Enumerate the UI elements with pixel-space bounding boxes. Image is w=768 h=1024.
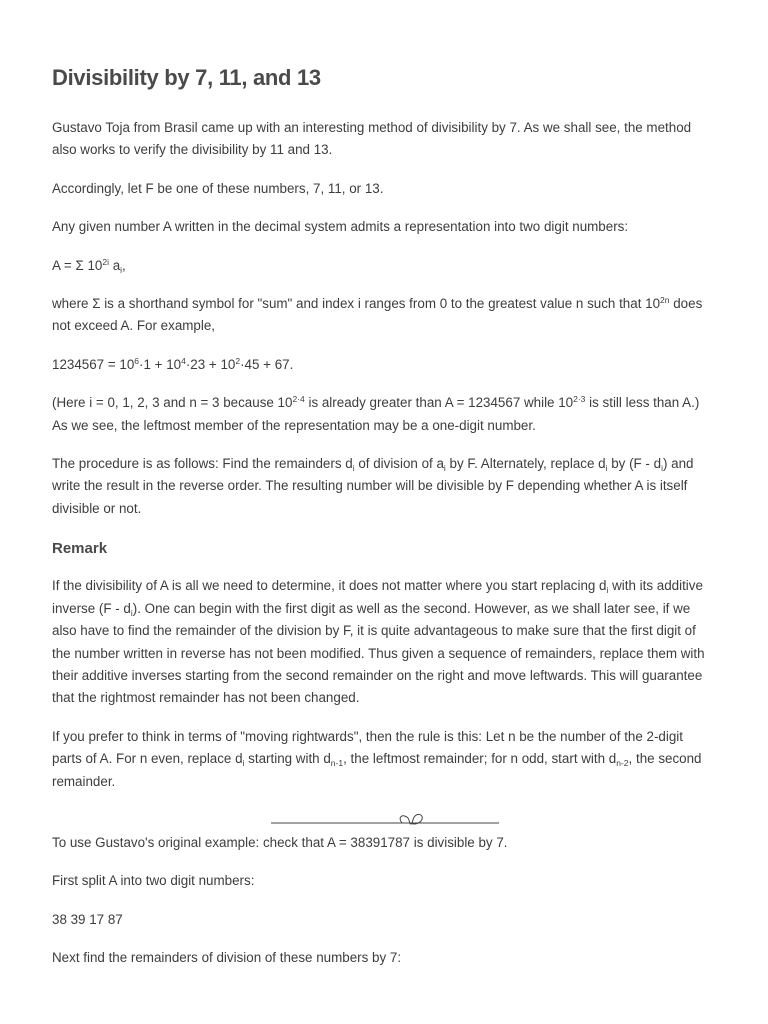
representation-paragraph: Any given number A written in the decimal system admits a representation into two digit numbers:	[52, 219, 629, 235]
sum-formula: A = Σ $10^{2i}$ $a_i$,	[52, 256, 126, 275]
split-instruction-paragraph: First split A into two digit numbers:	[52, 873, 255, 889]
remark-paragraph: If the divisibility of A is all we need to determine, it does not matter where you start replacing $d_i$ with its additive inverse $(F - d_i)$. One can begin with the first digit as well as the second. However, as we shall later see, if we also have to find the remainder of the division by F, it is quite advantageous to make sure that the first digit of the number written in reverse has not been modified. Thus given a sequence of remainders, replace them with their additive inverses starting from the second remainder on the right and move leftwards. This will guarantee that the rightmost remainder has not been changed.	[52, 578, 705, 706]
rightwards-rule-paragraph: If you prefer to think in terms of "moving rightwards", then the rule is this: Let n be the number of the 2-digit parts of A. For n even, replace $d_i$ starting with $d_{n-1}$, the leftmost remainder; for n odd, start with $d_{n-2}$, the second remainder.	[52, 728, 702, 789]
page-title: Divisibility by 7, 11, and 13	[52, 65, 321, 90]
flourish-divider-icon	[271, 809, 501, 829]
example-formula: $1234567 = 10^6\cdot 1 + 10^4\cdot 23 + 10^2\cdot 45 + 67$.	[52, 355, 294, 372]
sum-explanation-paragraph: where Σ is a shorthand symbol for "sum" and index i ranges from 0 to the greatest value n such that $10^{2n}$ does not exceed A. For example,	[52, 295, 703, 334]
procedure-paragraph: The procedure is as follows: Find the remainders $d_i$ of division of $a_i$ by F. Alternately, replace $d_i$ by $(F - d_i)$ and write the result in the reverse order. The resulting number will be divisible by F depending whether A is itself divisible or not.	[52, 456, 694, 516]
section-divider	[52, 809, 716, 829]
split-result-line: 38 39 17 87	[52, 911, 123, 927]
definition-paragraph: Accordingly, let F be one of these numbers, 7, 11, or 13.	[52, 180, 384, 196]
example-explanation-paragraph: (Here i = 0, 1, 2, 3 and n = 3 because $10^{2\cdot 4}$ is already greater than A = 1234567 while $10^{2\cdot 3}$ is still less than A.) As we see, the leftmost member of the representation may be a one-digit number.	[52, 394, 700, 433]
original-example-paragraph: To use Gustavo's original example: check that A = 38391787 is divisible by 7.	[52, 834, 508, 850]
remainders-instruction-paragraph: Next find the remainders of division of these numbers by 7:	[52, 950, 402, 966]
remark-heading: Remark	[52, 540, 108, 558]
intro-paragraph: Gustavo Toja from Brasil came up with an interesting method of divisibility by 7. As we shall see, the method also works to verify the divisibility by 11 and 13.	[52, 120, 692, 158]
